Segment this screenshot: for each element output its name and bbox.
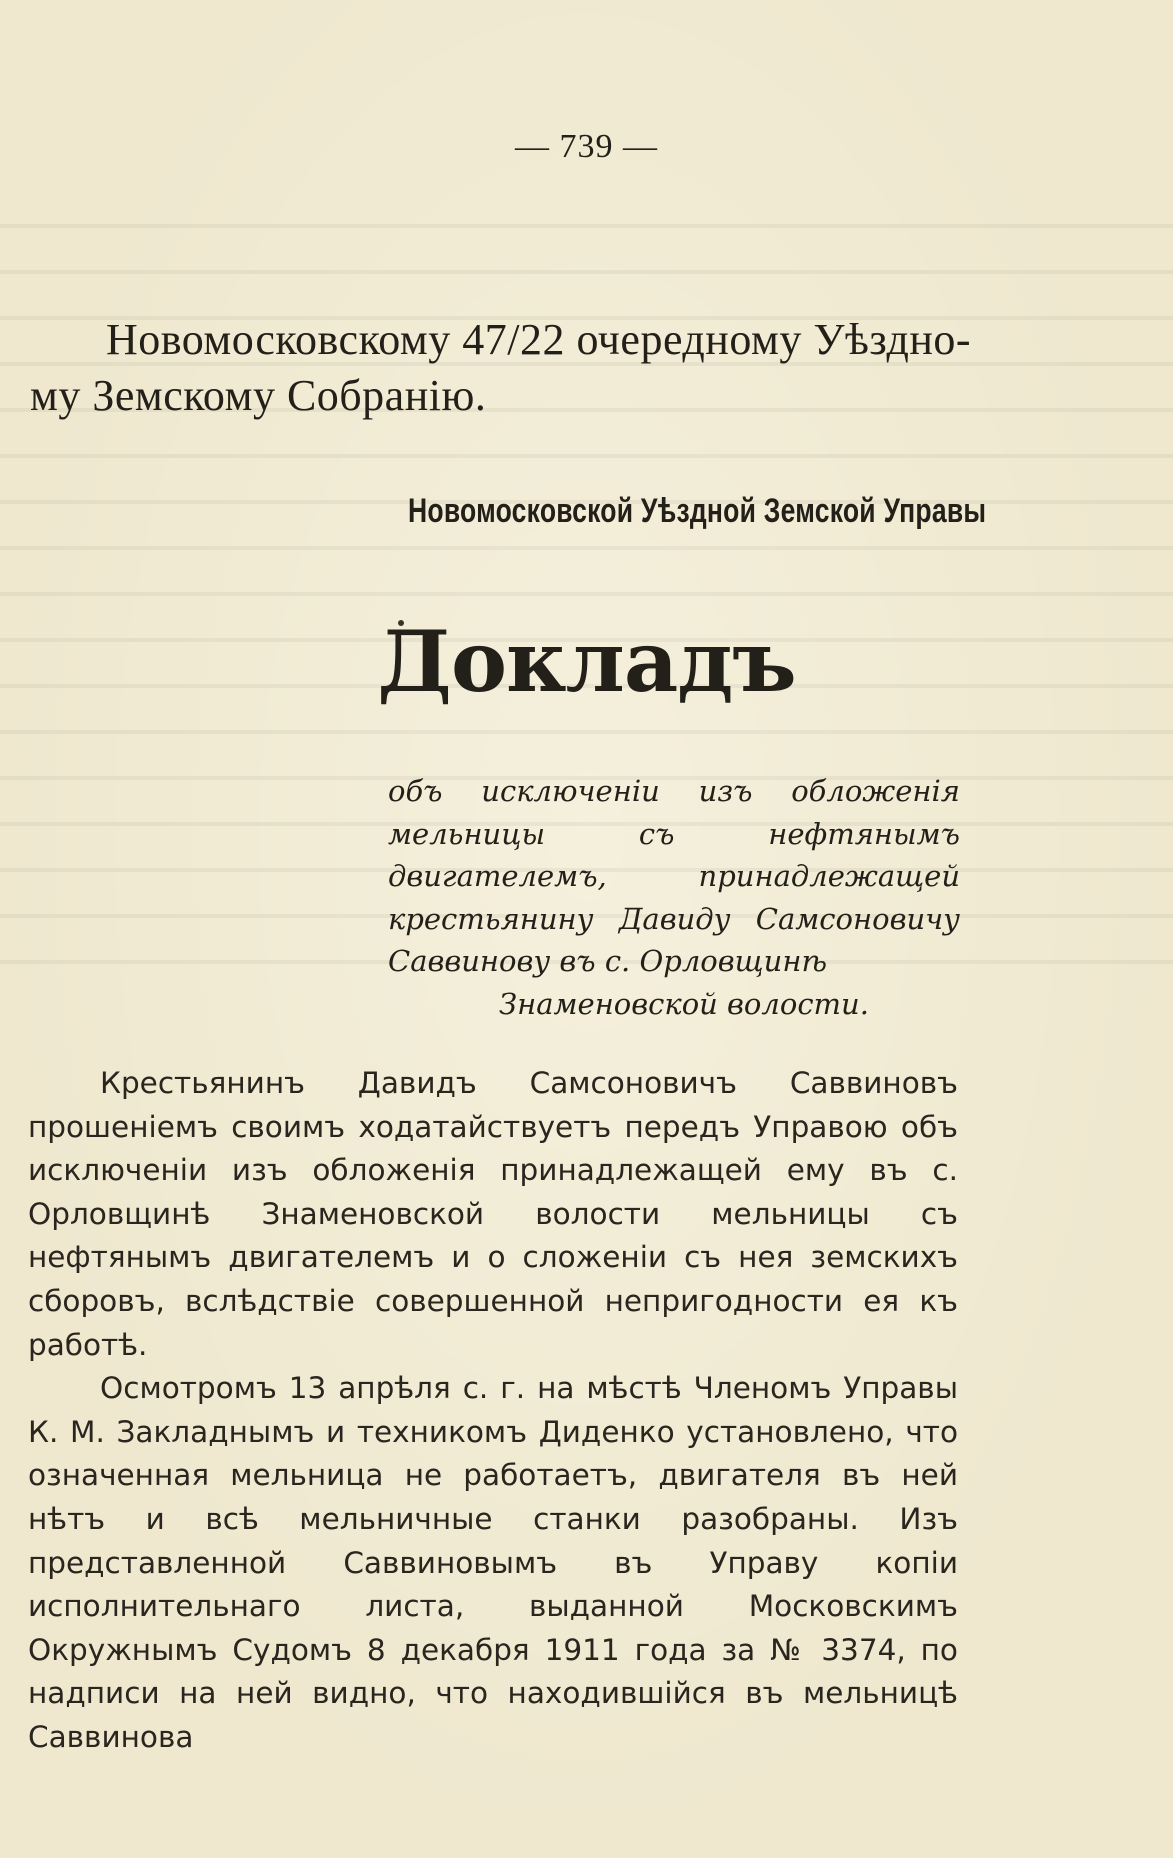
paragraph-1: Крестьянинъ Давидъ Самсоновичъ Саввиновъ прошеніемъ своимъ ходатайствуетъ передъ Управою объ исключеніи изъ обложенія принадлежащей ему въ с. Орловщинѣ Знаменовской волости мельницы съ нефтянымъ двигателемъ и о сложеніи съ нея земскихъ сборовъ, вслѣдствіе совершенной непригодности ея къ работѣ. [28, 1066, 958, 1362]
subject-last-line: Знаменовской волости. [499, 986, 869, 1021]
subject-text: объ исключеніи изъ обложенія мельницы съ нефтянымъ двигателемъ, принадлежащей крестьянину Давиду Самсоновичу Саввинову въ с. Орловщинѣ [388, 774, 960, 978]
document-title: Докладъ [377, 612, 796, 711]
body-text [28, 1062, 958, 1760]
addressee-line-1: Новомосковскому 47/22 очередному Уѣздно- [106, 315, 972, 364]
page-number: — 739 — [515, 128, 658, 165]
authority-heading: Новомосковской Уѣздной Земской Управы [408, 492, 987, 530]
report-subject [388, 770, 960, 1025]
addressee-line-2: му Земскому Собранію. [30, 371, 487, 420]
paragraph-2: Осмотромъ 13 апрѣля с. г. на мѣстѣ Членомъ Управы К. М. Закладнымъ и техникомъ Диденко установлено, что означенная мельница не работаетъ, двигателя въ ней нѣтъ и всѣ мельничные станки разобраны. Изъ представленной Саввиновымъ въ Управу копіи исполнительнаго листа, выданной Московскимъ Окружнымъ Судомъ 8 декабря 1911 года за № 3374, по надписи на ней видно, что находившійся въ мельницѣ Саввинова [28, 1371, 958, 1754]
addressee-heading [30, 312, 978, 424]
